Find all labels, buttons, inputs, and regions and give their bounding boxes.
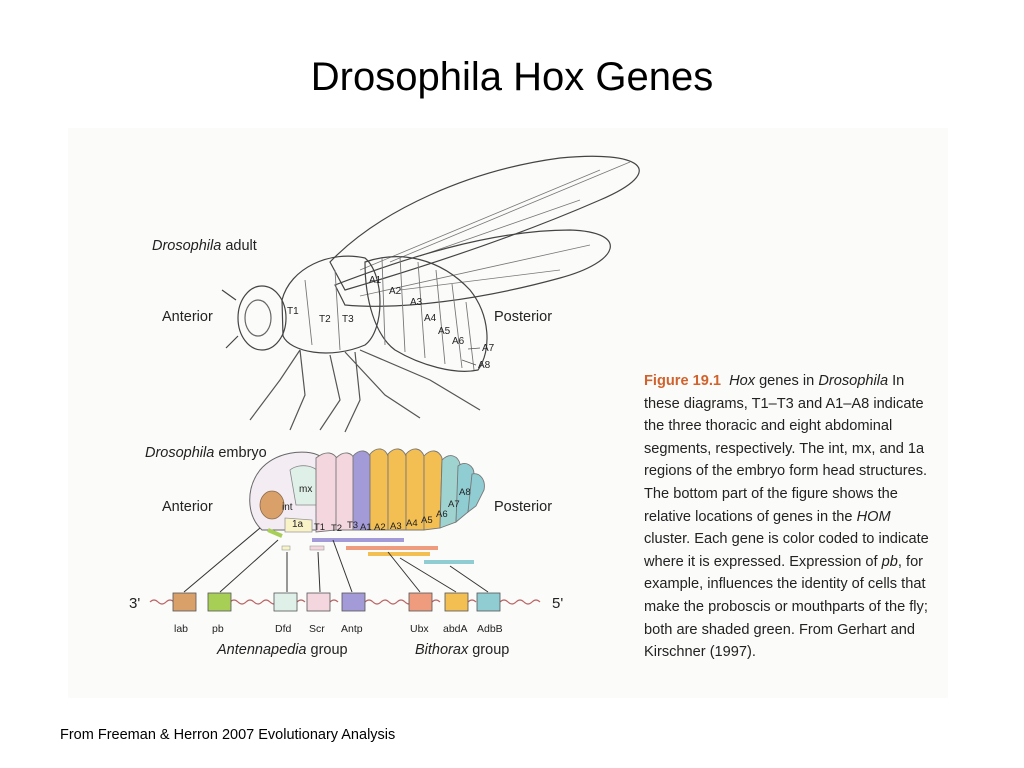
fly-eye: [245, 300, 271, 336]
gene-label-abda: abdA: [443, 623, 468, 635]
seg-T1: [316, 453, 338, 532]
gene-label-scr: Scr: [309, 623, 325, 635]
adult-anterior-label: Anterior: [162, 309, 213, 325]
seg-A2: [388, 449, 406, 530]
five-prime-label: 5': [552, 595, 564, 612]
adult-seg-T1: T1: [287, 306, 299, 317]
figure-label: Figure 19.1: [644, 373, 722, 389]
gene-box-pb: [208, 593, 231, 611]
adult-seg-A1: A1: [369, 275, 382, 286]
adult-posterior-label: Posterior: [494, 309, 553, 325]
gene-label-adbb: AdbB: [477, 623, 503, 635]
caption-part-4: In these diagrams, T1–T3 and A1–A8 indicate the three thoracic and eight abdominal segments, respectively. The int, mx, and 1a regions of the embryo form head structures. The bottom part of the figure shows the relative locations of genes in the: [644, 373, 928, 525]
embryo: [145, 445, 552, 536]
embryo-seg-A7: A7: [448, 499, 460, 510]
gene-label-lab: lab: [174, 623, 189, 635]
slide-title: Drosophila Hox Genes: [310, 55, 714, 99]
lower-wing: [335, 230, 610, 306]
int-region: [260, 491, 284, 519]
gene-label-pb: pb: [212, 623, 224, 635]
bithorax-group-label: Bithorax group: [415, 642, 510, 658]
dna-strand-mid: [230, 600, 278, 604]
adult-seg-A5: A5: [438, 326, 451, 337]
adult-seg-A4: A4: [424, 313, 437, 324]
gene-label-dfd: Dfd: [275, 623, 292, 635]
caption-drosophila: Drosophila: [818, 373, 889, 389]
gene-cluster: [129, 593, 563, 658]
gene-box-scr: [307, 593, 330, 611]
figure-caption: [644, 370, 936, 664]
gene-label-antp: Antp: [341, 623, 363, 635]
adult-seg-A2: A2: [389, 286, 402, 297]
embryo-region-int: int: [282, 502, 293, 513]
embryo-heading: Drosophila embryo: [145, 445, 267, 461]
caption-part-6: cluster. Each gene is color coded to indicate where it is expressed. Expression of: [644, 531, 929, 570]
embryo-anterior-label: Anterior: [162, 499, 213, 515]
embryo-seg-T2: T2: [331, 523, 343, 534]
caption-part-2: genes in: [755, 373, 819, 389]
gene-box-abda: [445, 593, 468, 611]
fly-legs: [250, 350, 480, 432]
gene-label-ubx: Ubx: [410, 623, 429, 635]
adult-seg-A6: A6: [452, 336, 465, 347]
adult-seg-A8: A8: [478, 360, 491, 371]
embryo-seg-A6: A6: [436, 509, 448, 520]
gene-box-antp: [342, 593, 365, 611]
adult-heading: Drosophila adult: [152, 238, 257, 254]
expression-bars: [282, 538, 474, 564]
embryo-seg-A5: A5: [421, 515, 433, 526]
seg-A1: [370, 449, 388, 530]
embryo-seg-A8: A8: [459, 487, 471, 498]
seg-T2: [336, 453, 355, 530]
source-note: From Freeman & Herron 2007 Evolutionary Analysis: [60, 727, 396, 743]
embryo-seg-A3: A3: [390, 521, 402, 532]
caption-part-8: , for example, influences the identity of cells that make the proboscis or mouthparts of the fly; both are shaded green. From Gerhart and Kirschner (1997).: [644, 553, 928, 661]
caption-hom: HOM: [856, 508, 891, 525]
adult-seg-T3: T3: [342, 314, 354, 325]
adult-seg-A3: A3: [410, 297, 423, 308]
gene-box-ubx: [409, 593, 432, 611]
embryo-seg-A1: A1: [360, 522, 372, 533]
caption-pb: pb: [881, 553, 898, 570]
embryo-region-1a: 1a: [292, 519, 304, 530]
gene-box-dfd: [274, 593, 297, 611]
seg-T3: [353, 451, 371, 530]
three-prime-label: 3': [129, 595, 141, 612]
caption-hox: Hox: [729, 373, 756, 389]
embryo-seg-T3: T3: [347, 520, 359, 531]
adult-labels: [152, 238, 552, 371]
embryo-seg-A2: A2: [374, 522, 386, 533]
adult-fly: [222, 156, 639, 432]
adult-seg-T2: T2: [319, 314, 331, 325]
gene-box-adbb: [477, 593, 500, 611]
dna-strand-left: [150, 600, 174, 604]
embryo-posterior-label: Posterior: [494, 499, 553, 515]
gene-box-lab: [173, 593, 196, 611]
dna-strand-right: [500, 600, 540, 604]
adult-seg-A7: A7: [482, 343, 495, 354]
embryo-seg-A4: A4: [406, 518, 418, 529]
embryo-seg-T1: T1: [314, 522, 326, 533]
antennapedia-group-label: Antennapedia group: [217, 642, 348, 658]
embryo-region-mx: mx: [299, 484, 313, 495]
